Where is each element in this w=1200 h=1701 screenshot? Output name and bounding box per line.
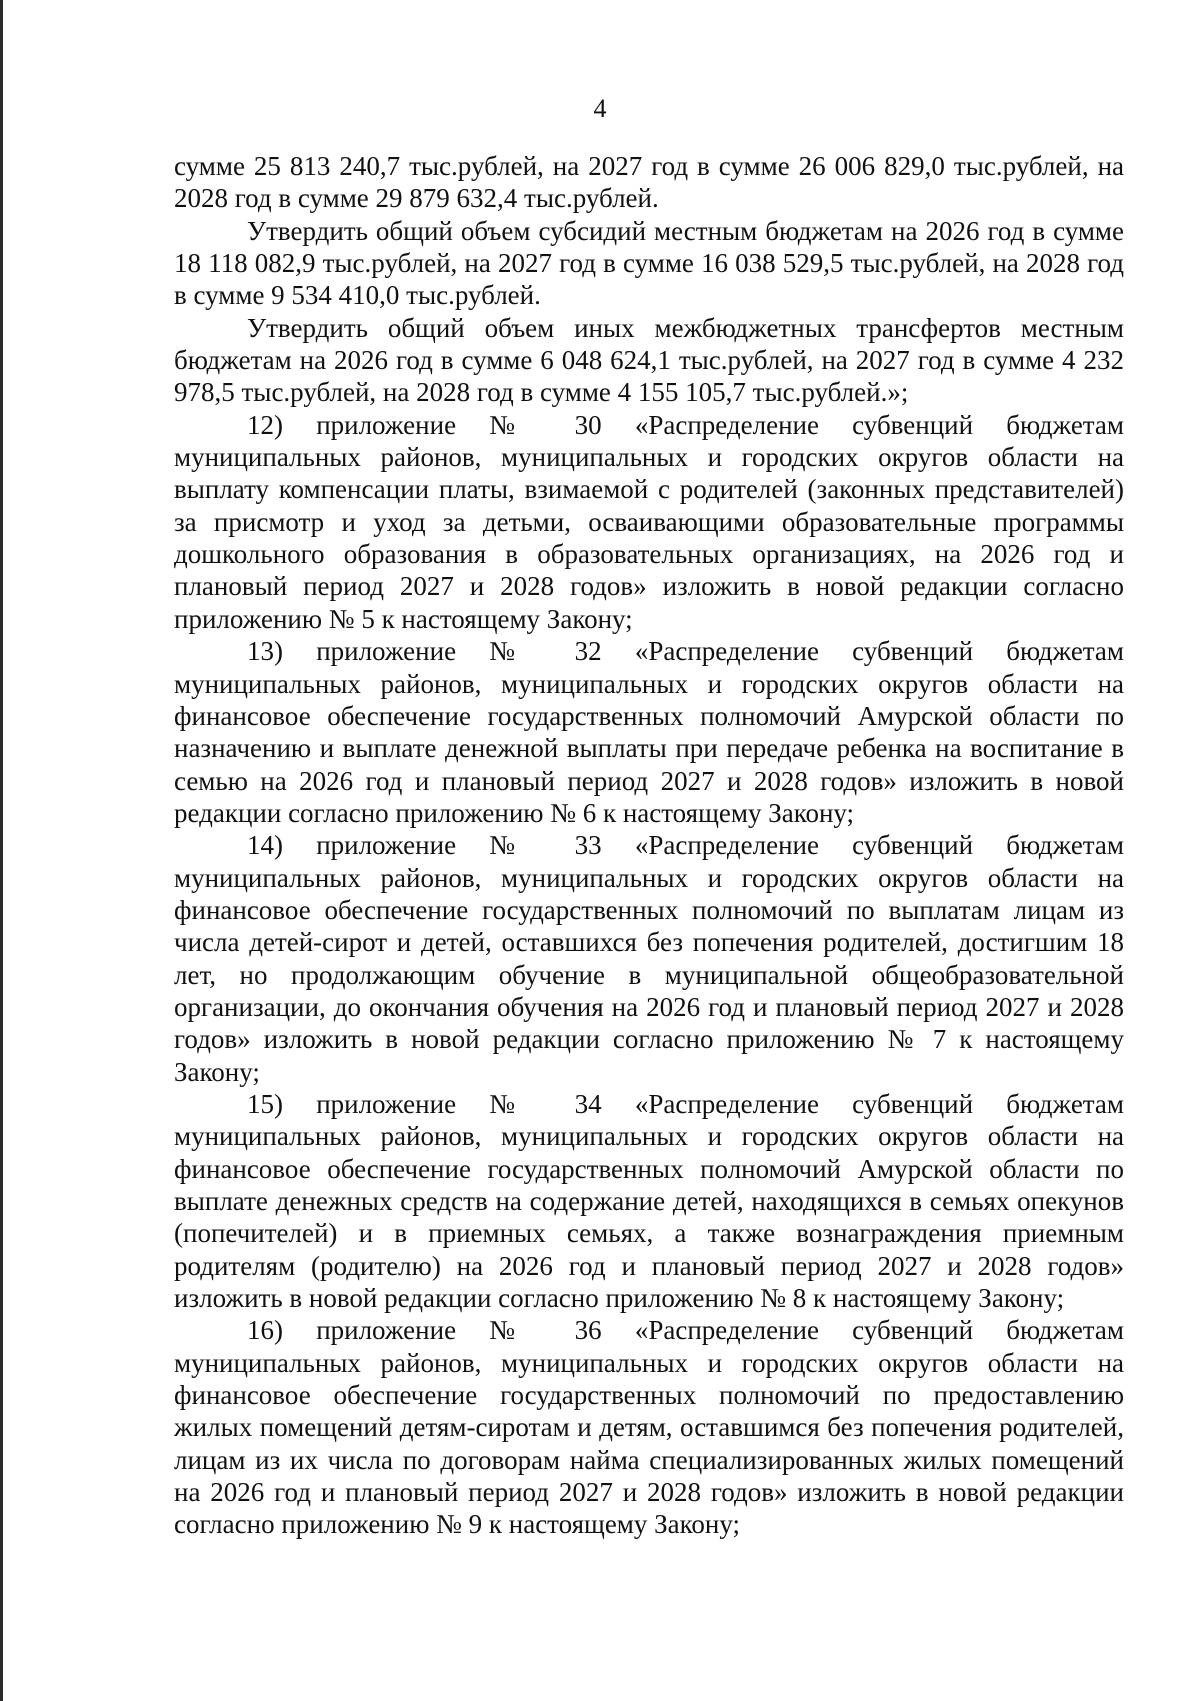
paragraph-subventions-total-continued: сумме 25 813 240,7 тыс.рублей, на 2027 год в сумме 26 006 829,0 тыс.рублей, на 2028 год в сумме 29 879 632,4 тыс.рублей. [174, 151, 1124, 214]
page-number: 4 [593, 94, 607, 123]
scan-left-edge [0, 0, 3, 1701]
paragraph-item-13: 13) приложение № 32 «Распределение субвенций бюджетам муниципальных районов, муниципальных и городских округов области на финансовое обеспечение государственных полномочий Амурской области по назначению и выплате денежной выплаты при передаче ребенка на воспитание в семью на 2026 год и плановый период 2027 и 2028 годов» изложить в новой редакции согласно приложению № 6 к настоящему Закону; [174, 636, 1124, 828]
paragraph-item-16: 16) приложение № 36 «Распределение субвенций бюджетам муниципальных районов, муниципальных и городских округов области на финансовое обеспечение государственных полномочий по предоставлению жилых помещений детям-сиротам и детям, оставшимся без попечения родителей, лицам из их числа по договорам найма специализированных жилых помещений на 2026 год и плановый период 2027 и 2028 годов» изложить в новой редакции согласно приложению № 9 к настоящему Закону; [174, 1315, 1124, 1540]
paragraph-item-15: 15) приложение № 34 «Распределение субвенций бюджетам муниципальных районов, муниципальных и городских округов области на финансовое обеспечение государственных полномочий Амурской области по выплате денежных средств на содержание детей, находящихся в семьях опекунов (попечителей) и в приемных семьях, а также вознаграждения приемным родителям (родителю) на 2026 год и плановый период 2027 и 2028 годов» изложить в новой редакции согласно приложению № 8 к настоящему Закону; [174, 1088, 1124, 1314]
paragraph-item-12: 12) приложение № 30 «Распределение субвенций бюджетам муниципальных районов, муниципальных и городских округов области на выплату компенсации платы, взимаемой с родителей (законных представителей) за присмотр и уход за детьми, осваивающими образовательные программы дошкольного образования в образовательных организациях, на 2026 год и плановый период 2027 и 2028 годов» изложить в новой редакции согласно приложению № 5 к настоящему Закону; [174, 409, 1124, 634]
paragraph-interbudget-transfers-total: Утвердить общий объем иных межбюджетных трансфертов местным бюджетам на 2026 год в сумме 6 048 624,1 тыс.рублей, на 2027 год в сумме 4 232 978,5 тыс.рублей, на 2028 год в сумме 4 155 105,7 тыс.рублей.»; [174, 312, 1124, 408]
document-body [174, 150, 1124, 1541]
paragraph-subsidies-total: Утвердить общий объем субсидий местным бюджетам на 2026 год в сумме 18 118 082,9 тыс.рублей, на 2027 год в сумме 16 038 529,5 тыс.рублей, на 2028 год в сумме 9 534 410,0 тыс.рублей. [174, 215, 1124, 311]
paragraph-item-14: 14) приложение № 33 «Распределение субвенций бюджетам муниципальных районов, муниципальных и городских округов области на финансовое обеспечение государственных полномочий по выплатам лицам из числа детей-сирот и детей, оставшихся без попечения родителей, достигшим 18 лет, но продолжающим обучение в муниципальной общеобразовательной организации, до окончания обучения на 2026 год и плановый период 2027 и 2028 годов» изложить в новой редакции согласно приложению № 7 к настоящему Закону; [174, 830, 1124, 1087]
